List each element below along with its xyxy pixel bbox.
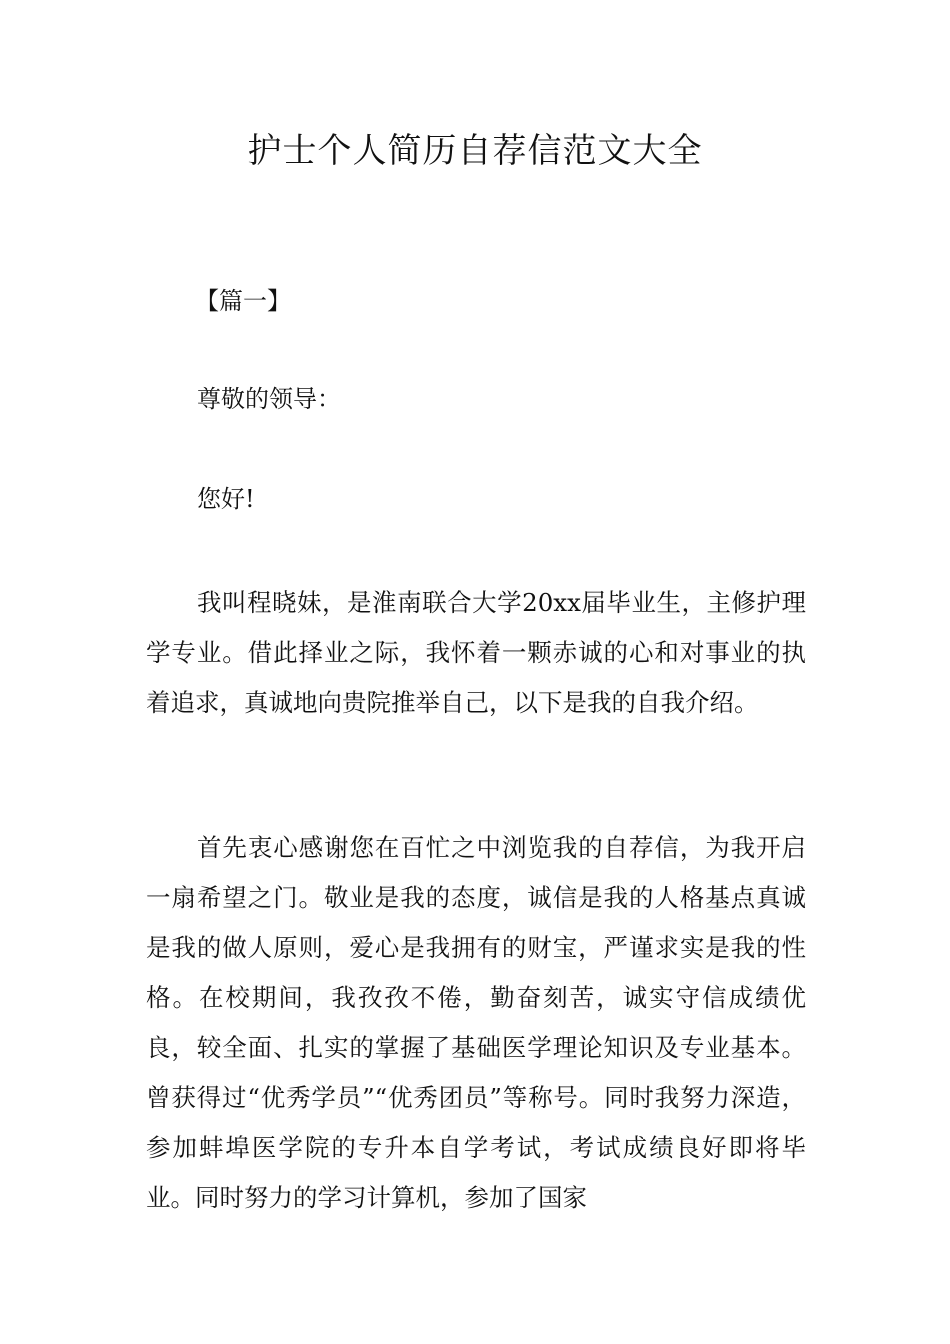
paragraph-qualifications: 首先衷心感谢您在百忙之中浏览我的自荐信，为我开启一扇希望之门。敬业是我的态度，诚信是我的人格基点真诚是我的做人原则，爱心是我拥有的财宝，严谨求实是我的性格。在校期间，我孜孜不倦，勤奋刻苦，诚实守信成绩优良，较全面、扎实的掌握了基础医学理论知识及专业基本。曾获得过“优秀学员”“优秀团员”等称号。同时我努力深造，参加蚌埠医学院的专升本自学考试，考试成绩良好即将毕业。同时努力的学习计算机，参加了国家 [146,833,806,1212]
salutation: 尊敬的领导： [197,385,341,413]
document-title: 护士个人简历自荐信范文大全 [247,131,703,171]
section-label: 【篇一】 [195,287,291,315]
greeting: 您好! [197,485,255,513]
paragraph-introduction: 我叫程晓妹，是淮南联合大学20xx届毕业生，主修护理学专业。借此择业之际，我怀着一颗赤诚的心和对事业的执着追求，真诚地向贵院推举自己，以下是我的自我介绍。 [146,588,806,717]
